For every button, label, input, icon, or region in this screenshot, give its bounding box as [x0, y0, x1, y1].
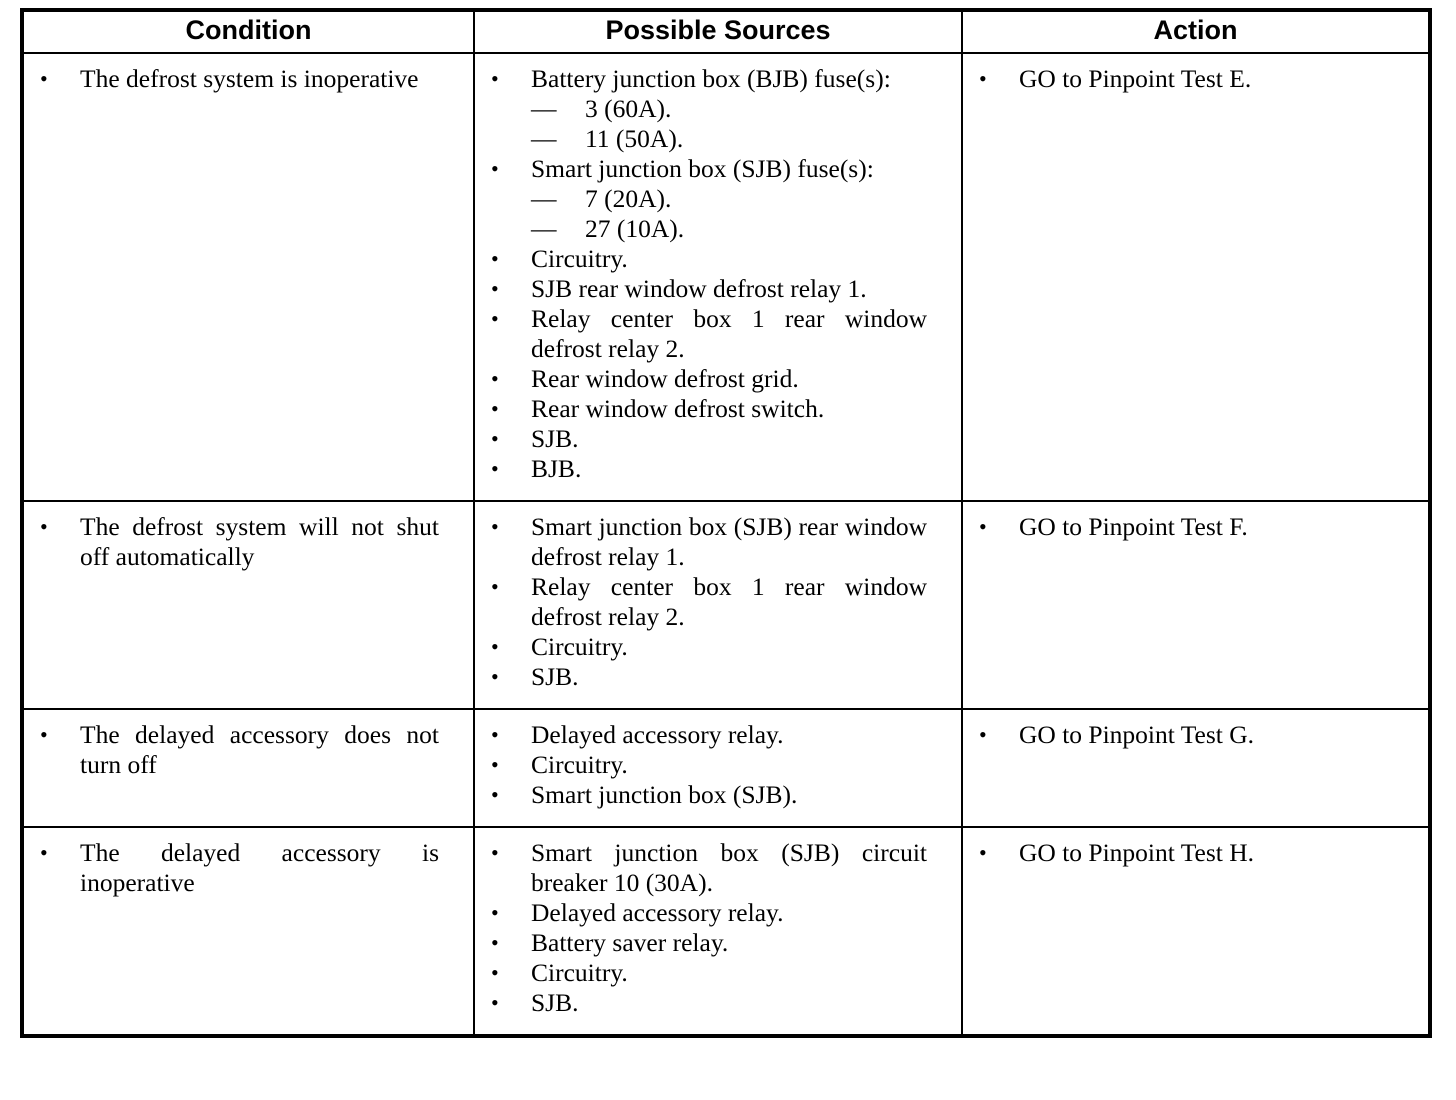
sources-item-text-wrap: [531, 988, 927, 1018]
sources-item-text: Battery saver relay.: [531, 928, 729, 958]
sources-item-text-wrap: [531, 898, 927, 928]
sources-item-text: Circuitry.: [531, 750, 628, 780]
sources-item-text: Smart junction box (SJB) circuit breaker 10 (30A).: [531, 838, 927, 898]
sub-dash-glyph: —: [531, 184, 557, 214]
bullet-item: [489, 572, 927, 632]
bullet-item: [489, 662, 927, 692]
bullet-glyph: •: [491, 426, 499, 452]
bullet-item: [489, 898, 927, 928]
bullet-item: [489, 154, 927, 244]
sub-dash-glyph: —: [531, 94, 557, 124]
bullet-item: [977, 512, 1394, 542]
sources-item-text: Relay center box 1 rear window defrost relay 2.: [531, 304, 927, 364]
action-item-text: GO to Pinpoint Test H.: [1019, 838, 1255, 868]
action-item-text-wrap: [1019, 838, 1394, 868]
sources-item-text: Delayed accessory relay.: [531, 720, 784, 750]
sources-item-text-wrap: [531, 632, 927, 662]
condition-cell: [22, 827, 474, 1036]
bullet-glyph: •: [491, 990, 499, 1016]
bullet-glyph: •: [491, 66, 499, 92]
sub-item: [531, 124, 927, 154]
sources-item-text: SJB.: [531, 662, 579, 692]
sources-item-text: Battery junction box (BJB) fuse(s):: [531, 64, 891, 94]
bullet-glyph: •: [491, 306, 499, 332]
sources-item-text-wrap: [531, 780, 927, 810]
action-item-text-wrap: [1019, 64, 1394, 94]
bullet-item: [38, 720, 439, 780]
condition-item-text: The delayed accessory does not turn off: [80, 720, 439, 780]
bullet-item: [489, 454, 927, 484]
sources-item-text-wrap: [531, 572, 927, 632]
sources-item-text: SJB.: [531, 988, 579, 1018]
sources-item-text: Smart junction box (SJB) rear window defrost relay 1.: [531, 512, 927, 572]
action-item-text: GO to Pinpoint Test G.: [1019, 720, 1255, 750]
bullet-item: [489, 244, 927, 274]
bullet-glyph: •: [491, 960, 499, 986]
sources-item-text: Smart junction box (SJB) fuse(s):: [531, 154, 874, 184]
bullet-item: [38, 838, 439, 898]
bullet-item: [489, 780, 927, 810]
sources-item-text-wrap: [531, 154, 927, 244]
bullet-item: [489, 750, 927, 780]
sources-cell: [474, 53, 962, 501]
bullet-glyph: •: [491, 396, 499, 422]
condition-item-text-wrap: [80, 512, 439, 572]
bullet-item: [489, 304, 927, 364]
bullet-item: [489, 394, 927, 424]
bullet-item: [38, 64, 439, 94]
sources-item-text: Circuitry.: [531, 632, 628, 662]
sources-item-text-wrap: [531, 394, 927, 424]
bullet-item: [489, 64, 927, 154]
sub-item-text: 27 (10A).: [585, 214, 685, 244]
sources-item-text: Rear window defrost grid.: [531, 364, 799, 394]
sources-cell: [474, 501, 962, 709]
sources-item-text-wrap: [531, 364, 927, 394]
table-row: [22, 827, 1430, 1036]
sources-item-text: Rear window defrost switch.: [531, 394, 825, 424]
header-row: [22, 10, 1430, 53]
bullet-glyph: •: [491, 782, 499, 808]
bullet-glyph: •: [40, 840, 48, 866]
bullet-glyph: •: [491, 752, 499, 778]
sources-item-text-wrap: [531, 274, 927, 304]
bullet-glyph: •: [491, 722, 499, 748]
sources-item-text: Circuitry.: [531, 244, 628, 274]
bullet-glyph: •: [491, 664, 499, 690]
action-cell: [962, 501, 1430, 709]
sub-item: [531, 184, 927, 214]
condition-sources-action-table: [20, 8, 1432, 1038]
sources-item-text: Delayed accessory relay.: [531, 898, 784, 928]
bullet-glyph: •: [979, 66, 987, 92]
column-header-action: Action: [962, 10, 1430, 53]
action-cell: [962, 827, 1430, 1036]
bullet-item: [489, 512, 927, 572]
bullet-item: [489, 424, 927, 454]
table-row: [22, 501, 1430, 709]
condition-item-text-wrap: [80, 64, 439, 94]
condition-cell: [22, 709, 474, 827]
table-body: [22, 53, 1430, 1036]
column-header-possible-sources: Possible Sources: [474, 10, 962, 53]
bullet-glyph: •: [491, 514, 499, 540]
sources-item-text-wrap: [531, 662, 927, 692]
sub-item-text: 11 (50A).: [585, 124, 684, 154]
sub-item: [531, 94, 927, 124]
bullet-item: [977, 838, 1394, 868]
sources-cell: [474, 709, 962, 827]
sources-item-text-wrap: [531, 928, 927, 958]
bullet-glyph: •: [491, 840, 499, 866]
bullet-item: [489, 958, 927, 988]
bullet-glyph: •: [40, 514, 48, 540]
bullet-glyph: •: [40, 66, 48, 92]
bullet-glyph: •: [979, 840, 987, 866]
table-row: [22, 53, 1430, 501]
sources-item-text-wrap: [531, 512, 927, 572]
sources-item-text-wrap: [531, 958, 927, 988]
sub-dash-glyph: —: [531, 214, 557, 244]
column-header-condition: Condition: [22, 10, 474, 53]
sub-dash-glyph: —: [531, 124, 557, 154]
condition-item-text: The defrost system is inoperative: [80, 64, 419, 94]
sources-item-text-wrap: [531, 64, 927, 154]
action-item-text: GO to Pinpoint Test F.: [1019, 512, 1248, 542]
sources-item-text: SJB rear window defrost relay 1.: [531, 274, 867, 304]
condition-cell: [22, 53, 474, 501]
bullet-item: [977, 64, 1394, 94]
bullet-item: [977, 720, 1394, 750]
action-cell: [962, 709, 1430, 827]
bullet-glyph: •: [491, 456, 499, 482]
condition-item-text: The delayed accessory is inoperative: [80, 838, 439, 898]
sources-cell: [474, 827, 962, 1036]
sub-item-text: 3 (60A).: [585, 94, 672, 124]
action-item-text-wrap: [1019, 720, 1394, 750]
sources-item-text-wrap: [531, 424, 927, 454]
bullet-item: [489, 720, 927, 750]
condition-item-text: The defrost system will not shut off automatically: [80, 512, 439, 572]
bullet-item: [489, 364, 927, 394]
bullet-item: [489, 928, 927, 958]
bullet-item: [489, 274, 927, 304]
bullet-glyph: •: [491, 574, 499, 600]
sources-item-text-wrap: [531, 750, 927, 780]
bullet-item: [38, 512, 439, 572]
bullet-glyph: •: [979, 722, 987, 748]
bullet-glyph: •: [40, 722, 48, 748]
table-row: [22, 709, 1430, 827]
bullet-glyph: •: [491, 156, 499, 182]
sources-item-text-wrap: [531, 454, 927, 484]
bullet-item: [489, 838, 927, 898]
bullet-item: [489, 632, 927, 662]
sources-item-text: BJB.: [531, 454, 582, 484]
sources-item-text-wrap: [531, 304, 927, 364]
condition-item-text-wrap: [80, 720, 439, 780]
sub-item-text: 7 (20A).: [585, 184, 672, 214]
sources-item-text: Relay center box 1 rear window defrost relay 2.: [531, 572, 927, 632]
bullet-glyph: •: [491, 366, 499, 392]
action-item-text: GO to Pinpoint Test E.: [1019, 64, 1252, 94]
sources-item-text: Circuitry.: [531, 958, 628, 988]
bullet-glyph: •: [491, 246, 499, 272]
condition-item-text-wrap: [80, 838, 439, 898]
bullet-glyph: •: [979, 514, 987, 540]
sources-item-text-wrap: [531, 720, 927, 750]
bullet-glyph: •: [491, 900, 499, 926]
sources-item-text: SJB.: [531, 424, 579, 454]
bullet-glyph: •: [491, 276, 499, 302]
action-item-text-wrap: [1019, 512, 1394, 542]
sources-item-text: Smart junction box (SJB).: [531, 780, 798, 810]
sources-item-text-wrap: [531, 838, 927, 898]
bullet-item: [489, 988, 927, 1018]
sources-item-text-wrap: [531, 244, 927, 274]
condition-cell: [22, 501, 474, 709]
bullet-glyph: •: [491, 930, 499, 956]
bullet-glyph: •: [491, 634, 499, 660]
sub-item: [531, 214, 927, 244]
action-cell: [962, 53, 1430, 501]
